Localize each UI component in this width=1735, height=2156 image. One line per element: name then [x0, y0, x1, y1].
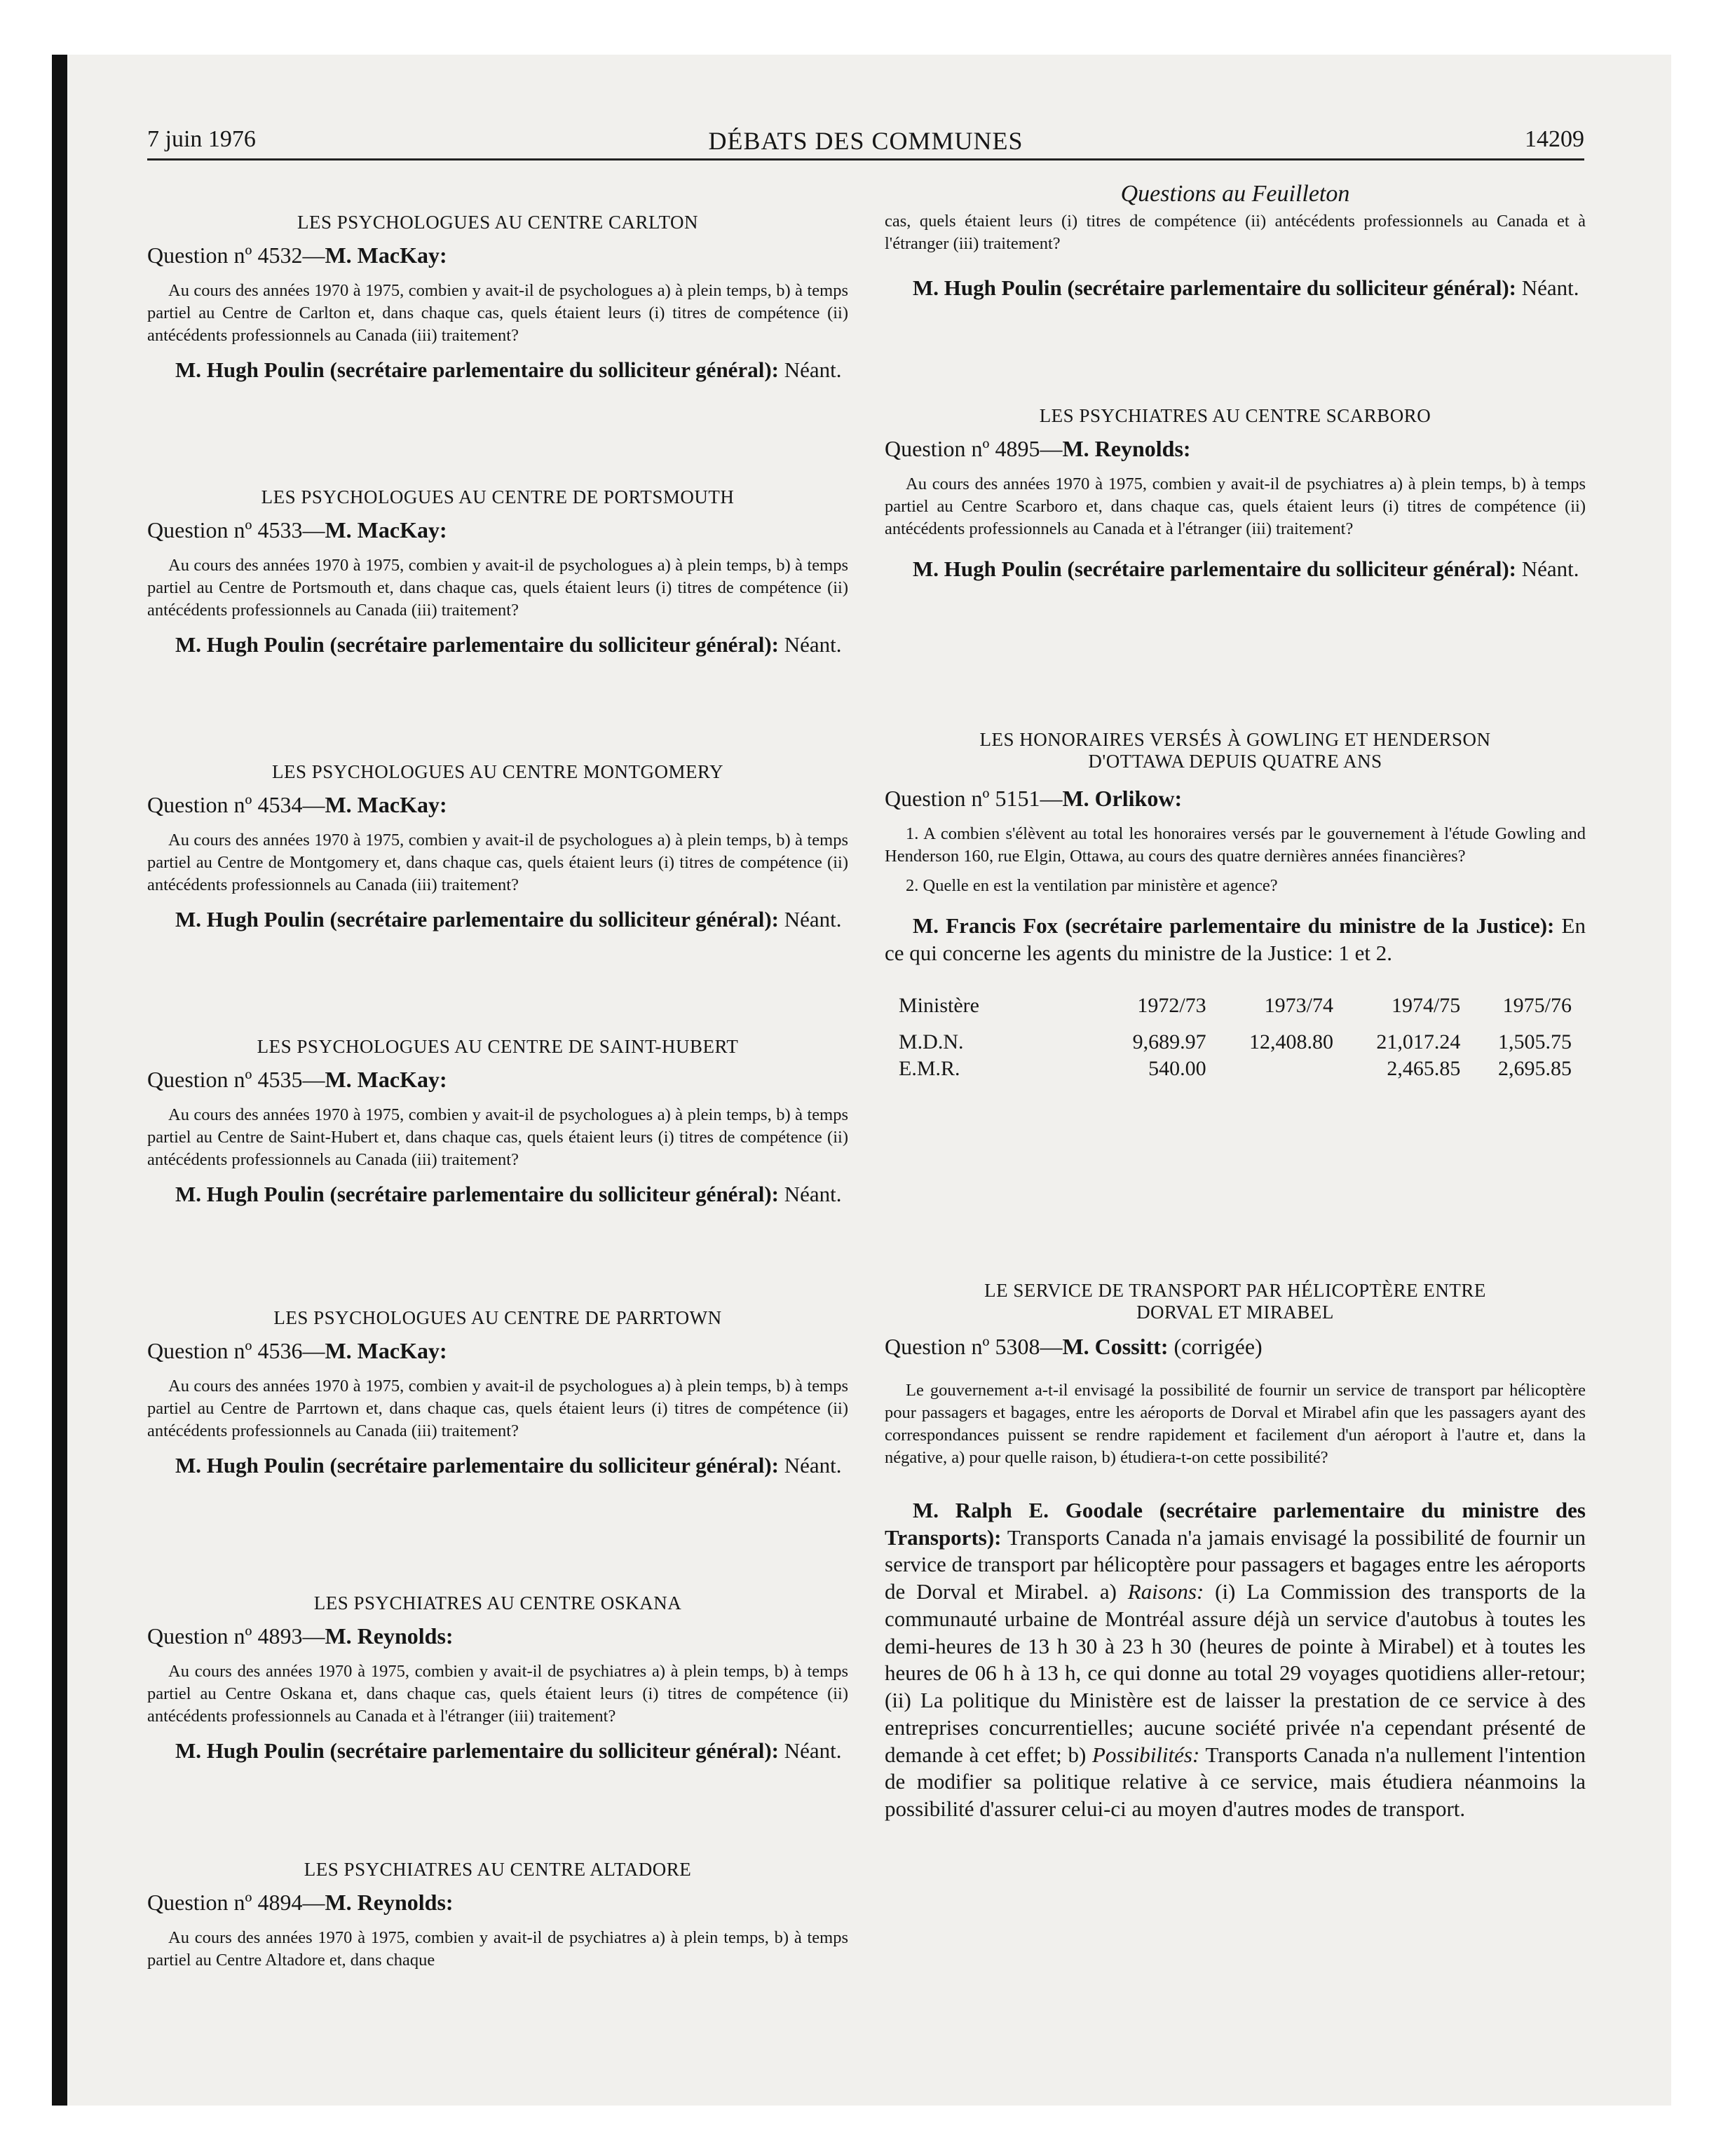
- table-cell: 21,017.24: [1376, 1030, 1461, 1053]
- answer: [885, 275, 1586, 302]
- question-asker: M. MacKay:: [325, 792, 447, 818]
- answer-speaker: M. Hugh Poulin (secrétaire parlementaire du solliciteur général):: [913, 275, 1516, 300]
- section-title: [885, 1280, 1586, 1323]
- section-title: [885, 729, 1586, 772]
- question-line: [885, 785, 1586, 812]
- table-cell: 12,408.80: [1248, 1030, 1333, 1053]
- answer-text-2: (i) La Commission des transports de la communauté urbaine de Montréal assure déjà un service d'autobus à toutes les demi-heures de 13 h 30 à 23 h 30 (heures de pointe à Mirabel) et à toutes les heures de 06 h à 13 h, ce qui donne au total 29 voyages quotidiens aller-retour; (ii) La politique du Ministère est de laisser la prestation de ce service à des entreprises concurrentielles; aucune société privée n'a cependant présenté de demande à cet effet; b): [885, 1579, 1586, 1767]
- question-body: [885, 473, 1586, 540]
- answer-speaker: M. Ralph E. Goodale (secrétaire parlementaire du ministre des Transports):: [885, 1497, 1586, 1550]
- fees-table: [899, 992, 1572, 1082]
- section-title: LES PSYCHOLOGUES AU CENTRE DE SAINT-HUBERT: [257, 1036, 739, 1057]
- question-label: Question nº 4894—: [147, 1890, 325, 1916]
- question-text: Au cours des années 1970 à 1975, combien y avait-il de psychologues a) à plein temps, b) à temps partiel au Centre de Portsmouth et, dans chaque cas, quels étaient leurs (i) titres de compétence (ii) antécédents professionnels au Canada (iii) traitement?: [147, 556, 848, 620]
- answer-speaker: M. Hugh Poulin (secrétaire parlementaire du solliciteur général):: [175, 906, 779, 932]
- question-body: [147, 829, 848, 896]
- section-title: LES PSYCHIATRES AU CENTRE ALTADORE: [304, 1859, 692, 1880]
- question-5308: [885, 1280, 1586, 1823]
- question-asker: M. MacKay:: [325, 517, 447, 543]
- table-cell: M.D.N.: [899, 1030, 964, 1053]
- answer-text-3: Transports Canada n'a nullement l'intention de modifier sa politique relative à ce service, mais étudiera néanmoins la possibilité d'assurer celui-ci au moyen d'autres modes de transport.: [885, 1742, 1586, 1822]
- section-title-line-1: LE SERVICE DE TRANSPORT PAR HÉLICOPTÈRE ENTRE: [984, 1280, 1486, 1301]
- question-text: Au cours des années 1970 à 1975, combien y avait-il de psychiatres a) à plein temps, b) à temps partiel au Centre Altadore et, dans chaque: [147, 1928, 848, 1970]
- question-label: Question nº 4533—: [147, 517, 325, 543]
- question-5151: [885, 729, 1586, 1082]
- section-title-line-2: D'OTTAWA DEPUIS QUATRE ANS: [1088, 751, 1382, 772]
- table-cell: 2,695.85: [1498, 1056, 1572, 1080]
- question-text: Au cours des années 1970 à 1975, combien y avait-il de psychologues a) à plein temps, b) à temps partiel au Centre de Saint-Hubert et, dans chaque cas, quels étaient leurs (i) titres de compétence (ii) antécédents professionnels au Canada (iii) traitement?: [147, 1105, 848, 1170]
- question-text: Au cours des années 1970 à 1975, combien y avait-il de psychologues a) à plein temps, b) à temps partiel au Centre de Carlton et, dans chaque cas, quels étaient leurs (i) titres de compétence (ii) antécédents professionnels au Canada (iii) traitement?: [147, 281, 848, 346]
- question-4894-continued: [885, 181, 1586, 301]
- column-heading: Questions au Feuilleton: [1120, 181, 1350, 207]
- question-body: [885, 823, 1586, 897]
- table-cell: 9,689.97: [1132, 1030, 1206, 1053]
- table-cell: 2,465.85: [1387, 1056, 1461, 1080]
- question-text: Au cours des années 1970 à 1975, combien y avait-il de psychologues a) à plein temps, b) à temps partiel au Centre de Parrtown et, dans chaque cas, quels étaient leurs (i) titres de compétence (ii) antécédents professionnels au Canada (iii) traitement?: [147, 1377, 848, 1441]
- section-title: LES PSYCHOLOGUES AU CENTRE DE PARRTOWN: [273, 1307, 722, 1328]
- question-body: [147, 1660, 848, 1728]
- question-asker-note: (corrigée): [1168, 1334, 1263, 1360]
- question-line: [885, 435, 1586, 462]
- answer-speaker: M. Hugh Poulin (secrétaire parlementaire du solliciteur général):: [175, 1452, 779, 1478]
- table-cell: 540.00: [1148, 1056, 1206, 1080]
- question-text: Au cours des années 1970 à 1975, combien y avait-il de psychologues a) à plein temps, b) à temps partiel au Centre de Montgomery et, dans chaque cas, quels étaient leurs (i) titres de compétence (ii) antécédents professionnels au Canada (iii) traitement?: [147, 831, 848, 895]
- question-line: [147, 1623, 848, 1649]
- question-label: Question nº 4534—: [147, 792, 325, 818]
- table-row: [899, 1029, 1572, 1056]
- answer: [147, 1181, 848, 1208]
- answer: [885, 913, 1586, 967]
- question-4533: [147, 486, 848, 659]
- question-line: [885, 1333, 1586, 1360]
- question-label: Question nº 4532—: [147, 243, 325, 268]
- question-4534: [147, 761, 848, 934]
- table-header-cell: Ministère: [899, 993, 979, 1017]
- question-asker: M. MacKay:: [325, 243, 447, 268]
- section-title: LES PSYCHOLOGUES AU CENTRE CARLTON: [297, 212, 699, 233]
- question-asker: M. MacKay:: [325, 1338, 447, 1364]
- answer-speaker: M. Francis Fox (secrétaire parlementaire du ministre de la Justice):: [913, 913, 1555, 939]
- question-text: Au cours des années 1970 à 1975, combien y avait-il de psychiatres a) à plein temps, b) à temps partiel au Centre Scarboro et, dans chaque cas, quels étaient leurs (i) titres de compétence (ii) antécédents professionnels au Canada et à l'étranger (iii) traitement?: [885, 475, 1586, 539]
- answer-text: Néant.: [778, 632, 842, 657]
- question-body: [885, 210, 1586, 255]
- header-rule: [147, 158, 1584, 161]
- answer: [147, 906, 848, 934]
- header-date: 7 juin 1976: [147, 126, 256, 152]
- table-header-row: [899, 992, 1572, 1029]
- question-body: [147, 280, 848, 347]
- header-page-number: 14209: [1525, 126, 1584, 152]
- answer-text: Néant.: [778, 1738, 842, 1763]
- answer: [147, 1738, 848, 1765]
- question-asker: M. Reynolds:: [325, 1890, 454, 1916]
- section-title: LES PSYCHOLOGUES AU CENTRE DE PORTSMOUTH: [261, 486, 735, 507]
- table-cell: [1206, 1056, 1333, 1082]
- section-title: LES PSYCHIATRES AU CENTRE OSKANA: [313, 1592, 682, 1613]
- question-body: [147, 1927, 848, 1972]
- answer-text: Néant.: [1516, 275, 1579, 300]
- question-text: Au cours des années 1970 à 1975, combien y avait-il de psychiatres a) à plein temps, b) à temps partiel au Centre Oskana et, dans chaque cas, quels étaient leurs (i) titres de compétence (ii) antécédents professionnels au Canada et à l'étranger (iii) traitement?: [147, 1662, 848, 1726]
- question-line: [147, 242, 848, 268]
- question-line: [147, 517, 848, 543]
- question-line: [147, 1066, 848, 1093]
- question-asker: M. Orlikow:: [1062, 786, 1183, 812]
- answer-text: Néant.: [778, 1452, 842, 1478]
- answer-text: Néant.: [778, 357, 842, 382]
- answer-italic-1: Raisons:: [1127, 1579, 1204, 1604]
- question-asker: M. Cossitt:: [1062, 1334, 1169, 1360]
- table-header-cell: 1973/74: [1264, 993, 1333, 1017]
- question-4535: [147, 1036, 848, 1208]
- answer-speaker: M. Hugh Poulin (secrétaire parlementaire du solliciteur général):: [175, 1181, 779, 1206]
- question-line: [147, 1337, 848, 1364]
- question-item-1: 1. A combien s'élèvent au total les honoraires versés par le gouvernement à l'étude Gowling and Henderson 160, rue Elgin, Ottawa, au cours des quatre dernières années financières?: [885, 824, 1586, 866]
- question-label: Question nº 4895—: [885, 436, 1063, 462]
- section-title-line-1: LES HONORAIRES VERSÉS À GOWLING ET HENDERSON: [979, 729, 1491, 750]
- answer-text: Néant.: [778, 1181, 842, 1206]
- table-header-cell: 1975/76: [1502, 993, 1572, 1017]
- question-body: [147, 554, 848, 622]
- question-4895: [885, 405, 1586, 583]
- answer-speaker: M. Hugh Poulin (secrétaire parlementaire du solliciteur général):: [175, 357, 779, 382]
- table-cell: E.M.R.: [899, 1056, 960, 1080]
- answer-text: En ce qui concerne les agents du ministre de la Justice: 1 et 2.: [885, 913, 1586, 965]
- page-header: [147, 126, 1584, 161]
- question-label: Question nº 4535—: [147, 1067, 325, 1093]
- answer-speaker: M. Hugh Poulin (secrétaire parlementaire du solliciteur général):: [175, 632, 779, 657]
- scan-edge: [52, 55, 67, 2106]
- question-asker: M. MacKay:: [325, 1067, 447, 1093]
- table-header-cell: 1972/73: [1137, 993, 1206, 1017]
- question-label: Question nº 4536—: [147, 1338, 325, 1364]
- answer: [147, 632, 848, 659]
- answer-text: Néant.: [778, 906, 842, 932]
- question-4532: [147, 212, 848, 384]
- question-4894: [147, 1859, 848, 1981]
- question-asker: M. Reynolds:: [1062, 436, 1191, 462]
- question-line: [147, 791, 848, 818]
- table-cell: 1,505.75: [1498, 1030, 1572, 1053]
- question-body: [147, 1375, 848, 1442]
- answer-speaker: M. Hugh Poulin (secrétaire parlementaire du solliciteur général):: [913, 556, 1516, 581]
- question-text-continued: cas, quels étaient leurs (i) titres de compétence (ii) antécédents professionnels au Canada et à l'étranger (iii) traitement?: [885, 212, 1586, 253]
- section-title-line-2: DORVAL ET MIRABEL: [1136, 1302, 1334, 1323]
- question-line: [147, 1889, 848, 1916]
- question-label: Question nº 4893—: [147, 1623, 325, 1649]
- section-title: LES PSYCHIATRES AU CENTRE SCARBORO: [1039, 405, 1431, 426]
- answer: [885, 556, 1586, 583]
- answer: [885, 1497, 1586, 1823]
- header-title: DÉBATS DES COMMUNES: [708, 127, 1023, 155]
- answer-text: Néant.: [1516, 556, 1579, 581]
- question-body: [147, 1104, 848, 1171]
- answer: [147, 357, 848, 384]
- answer-text-1: Transports Canada n'a jamais envisagé la possibilité de fournir un service de transport par hélicoptère pour passagers et bagages entre les aéroports de Dorval et Mirabel. a): [885, 1524, 1586, 1604]
- answer-speaker: M. Hugh Poulin (secrétaire parlementaire du solliciteur général):: [175, 1738, 779, 1763]
- table-header-cell: 1974/75: [1391, 993, 1461, 1017]
- section-title: LES PSYCHOLOGUES AU CENTRE MONTGOMERY: [271, 761, 724, 782]
- question-body: [885, 1379, 1586, 1468]
- answer: [147, 1452, 848, 1480]
- question-4536: [147, 1307, 848, 1480]
- question-text: Le gouvernement a-t-il envisagé la possibilité de fournir un service de transport par hélicoptère pour passagers et bagages, entre les aéroports de Dorval et Mirabel afin que les passagers ayant des correspondances puissent se rendre rapidement et facilement d'un aéroport à l'autre et, dans la négative, a) pour quelle raison, b) étudiera-t-on cette possibilité?: [885, 1381, 1586, 1468]
- question-4893: [147, 1592, 848, 1765]
- question-label: Question nº 5308—: [885, 1334, 1063, 1360]
- question-label: Question nº 5151—: [885, 786, 1063, 812]
- question-asker: M. Reynolds:: [325, 1623, 454, 1649]
- question-item-2: 2. Quelle en est la ventilation par ministère et agence?: [906, 876, 1278, 896]
- table-row: [899, 1056, 1572, 1082]
- answer-italic-2: Possibilités:: [1092, 1742, 1200, 1767]
